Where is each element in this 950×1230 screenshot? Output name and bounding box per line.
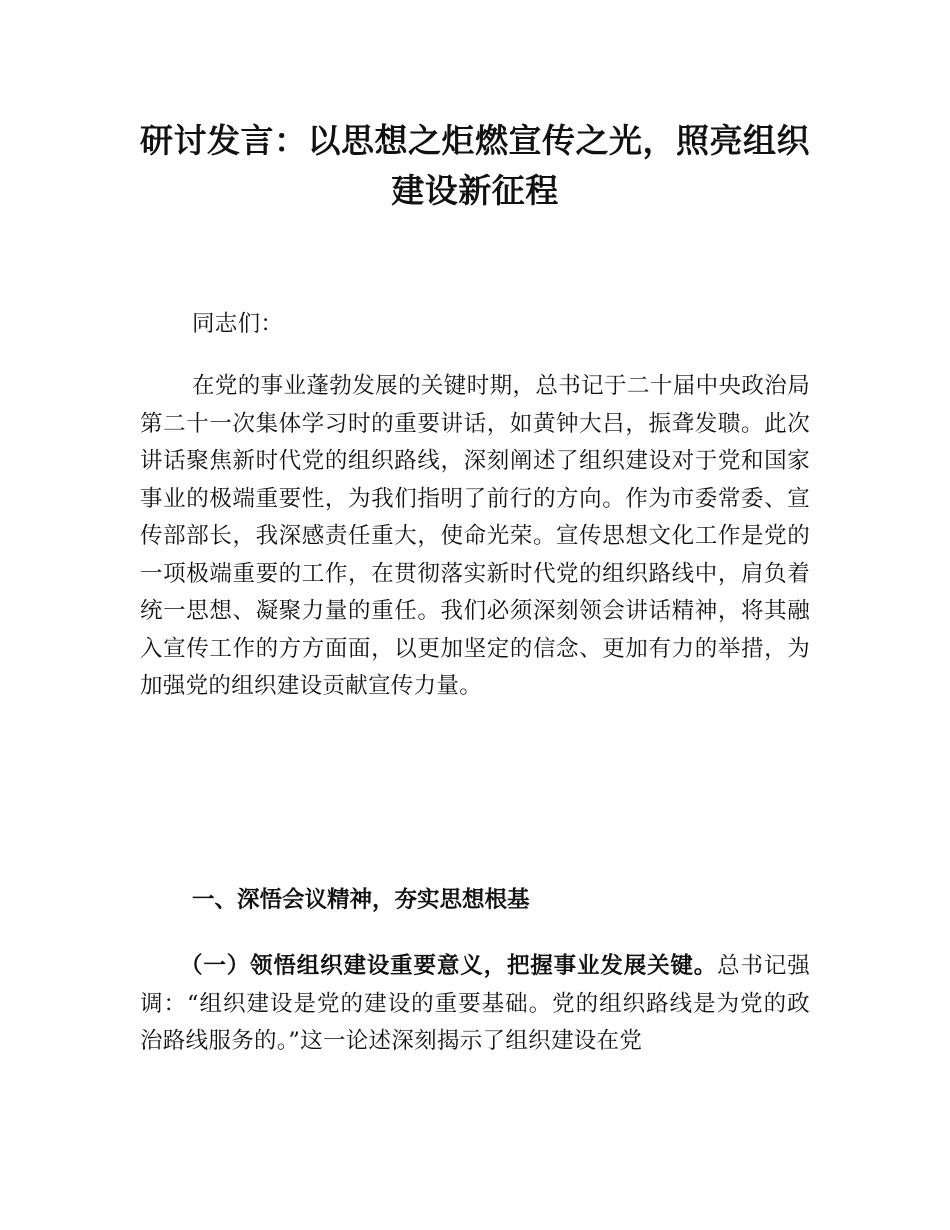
intro-paragraph: 在党的事业蓬勃发展的关键时期，总书记于二十届中央政治局第二十一次集体学习时的重要讲话，如黄钟大吕，振聋发聩。此次讲话聚焦新时代党的组织路线，深刻阐述了组织建设对于党和国家事业的极端重要性，为我们指明了前行的方向。作为市委常委、宣传部部长，我深感责任重大，使命光荣。宣传思想文化工作是党的一项极端重要的工作，在贯彻落实新时代党的组织路线中，肩负着统一思想、凝聚力量的重任。我们必须深刻领会讲话精神，将其融入宣传工作的方方面面，以更加坚定的信念、更加有力的举措，为加强党的组织建设贡献宣传力量。 bbox=[140, 373, 810, 699]
section-heading-1: 一、深悟会议精神，夯实思想根基 bbox=[192, 887, 530, 913]
subsection-text: 总书记强调：“组织建设是党的建设的重要基础。党的组织路线是为党的政治路线服务的。”这一论述深刻揭示了组织建设在党 bbox=[140, 953, 811, 1054]
document-title: 研讨发言：以思想之炬燃宣传之光，照亮组织建设新征程 bbox=[140, 121, 810, 210]
subsection-paragraph-1 bbox=[140, 948, 810, 1061]
greeting: 同志们： bbox=[192, 311, 284, 337]
subsection-lead: （一）领悟组织建设重要意义，把握事业发展关键。 bbox=[180, 953, 718, 979]
